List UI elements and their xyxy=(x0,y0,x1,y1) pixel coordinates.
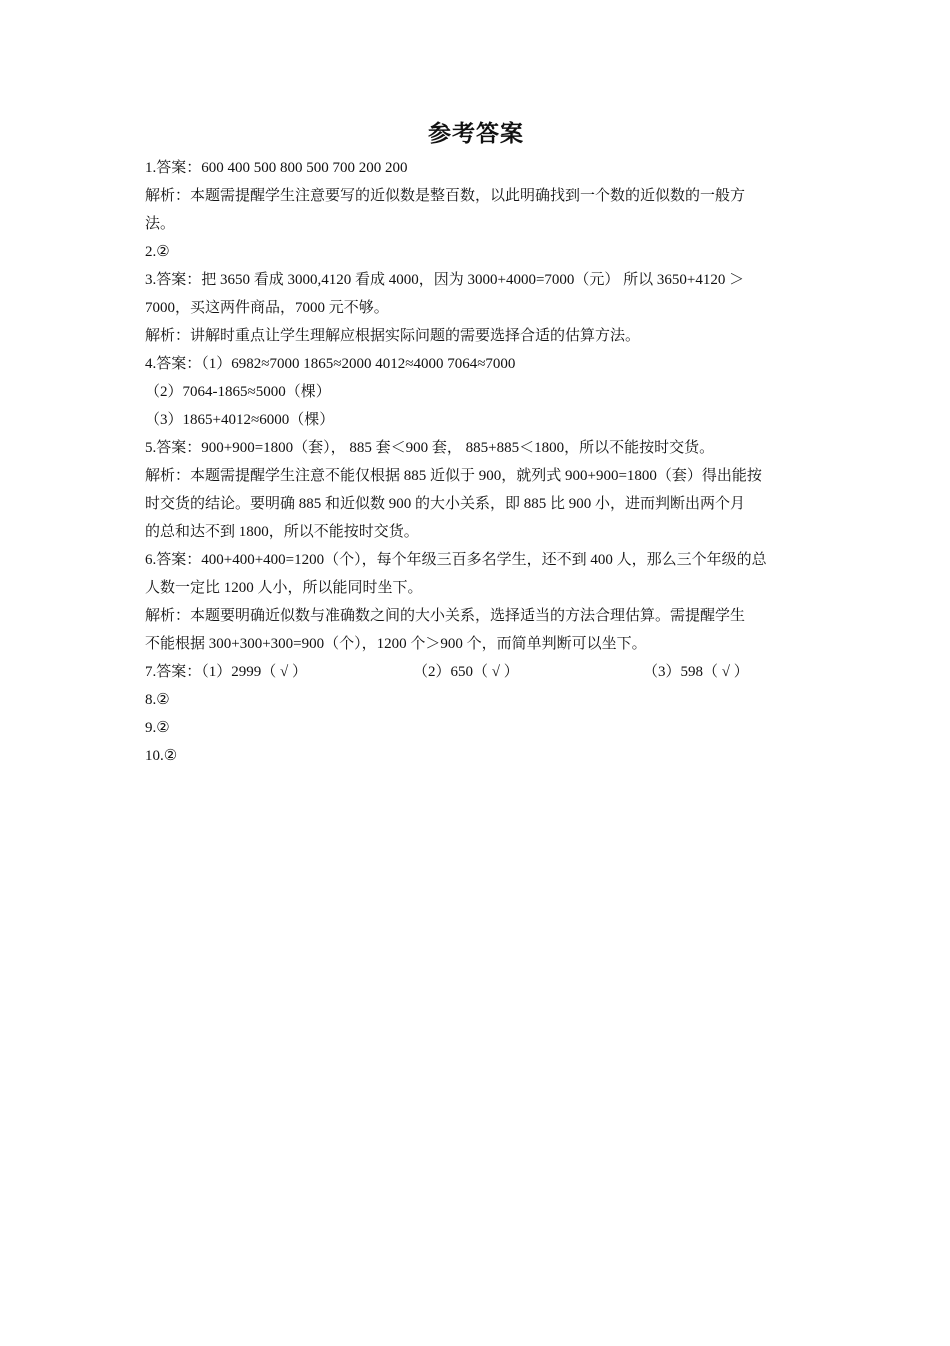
answer-6-line-2: 人数一定比 1200 人小，所以能同时坐下。 xyxy=(145,580,423,596)
answer-3-line-2: 7000，买这两件商品，7000 元不够。 xyxy=(145,300,389,316)
answer-5-note-line-2: 时交货的结论。要明确 885 和近似数 900 的大小关系，即 885 比 900 小，进而判断出两个月 xyxy=(145,496,746,512)
answer-2: 2.② xyxy=(145,244,170,260)
answer-7-item-2: （2）650（ √ ） xyxy=(413,664,519,680)
answer-3-note: 解析：讲解时重点让学生理解应根据实际问题的需要选择合适的估算方法。 xyxy=(145,328,641,344)
answer-6-line-1: 6.答案：400+400+400=1200（个），每个年级三百多名学生，还不到 400 人，那么三个年级的总 xyxy=(145,552,767,568)
answer-10: 10.② xyxy=(145,748,178,764)
answer-4-line-2: （2）7064-1865≈5000（棵） xyxy=(145,384,331,400)
answer-7-item-1: 7.答案：（1）2999（ √ ） xyxy=(145,664,307,680)
answer-3-line-1: 3.答案：把 3650 看成 3000,4120 看成 4000，因为 3000+4000=7000（元） 所以 3650+4120 ＞ xyxy=(145,272,745,288)
answer-5-note-line-1: 解析：本题需提醒学生注意不能仅根据 885 近似于 900，就列式 900+900=1800（套）得出能按 xyxy=(145,468,762,484)
answer-9: 9.② xyxy=(145,720,170,736)
answer-5-note-line-3: 的总和达不到 1800，所以不能按时交货。 xyxy=(145,524,419,540)
answer-7-item-3: （3）598（ √ ） xyxy=(643,664,749,680)
page-title: 参考答案 xyxy=(428,121,524,147)
answer-4-line-1: 4.答案：（1）6982≈7000 1865≈2000 4012≈4000 7064≈7000 xyxy=(145,356,516,372)
answer-1-note-line-2: 法。 xyxy=(145,216,176,232)
answer-1: 1.答案：600 400 500 800 500 700 200 200 xyxy=(145,160,408,176)
answer-document xyxy=(145,118,807,770)
answer-4-line-3: （3）1865+4012≈6000（棵） xyxy=(145,412,335,428)
answer-5: 5.答案：900+900=1800（套）， 885 套＜900 套， 885+885＜1800，所以不能按时交货。 xyxy=(145,440,715,456)
answer-8: 8.② xyxy=(145,692,170,708)
answer-7 xyxy=(145,658,807,686)
answer-6-note-line-2: 不能根据 300+300+300=900（个），1200 个＞900 个，而简单判断可以坐下。 xyxy=(145,636,647,652)
answer-1-note-line-1: 解析：本题需提醒学生注意要写的近似数是整百数，以此明确找到一个数的近似数的一般方 xyxy=(145,188,746,204)
answer-6-note-line-1: 解析：本题要明确近似数与准确数之间的大小关系，选择适当的方法合理估算。需提醒学生 xyxy=(145,608,746,624)
